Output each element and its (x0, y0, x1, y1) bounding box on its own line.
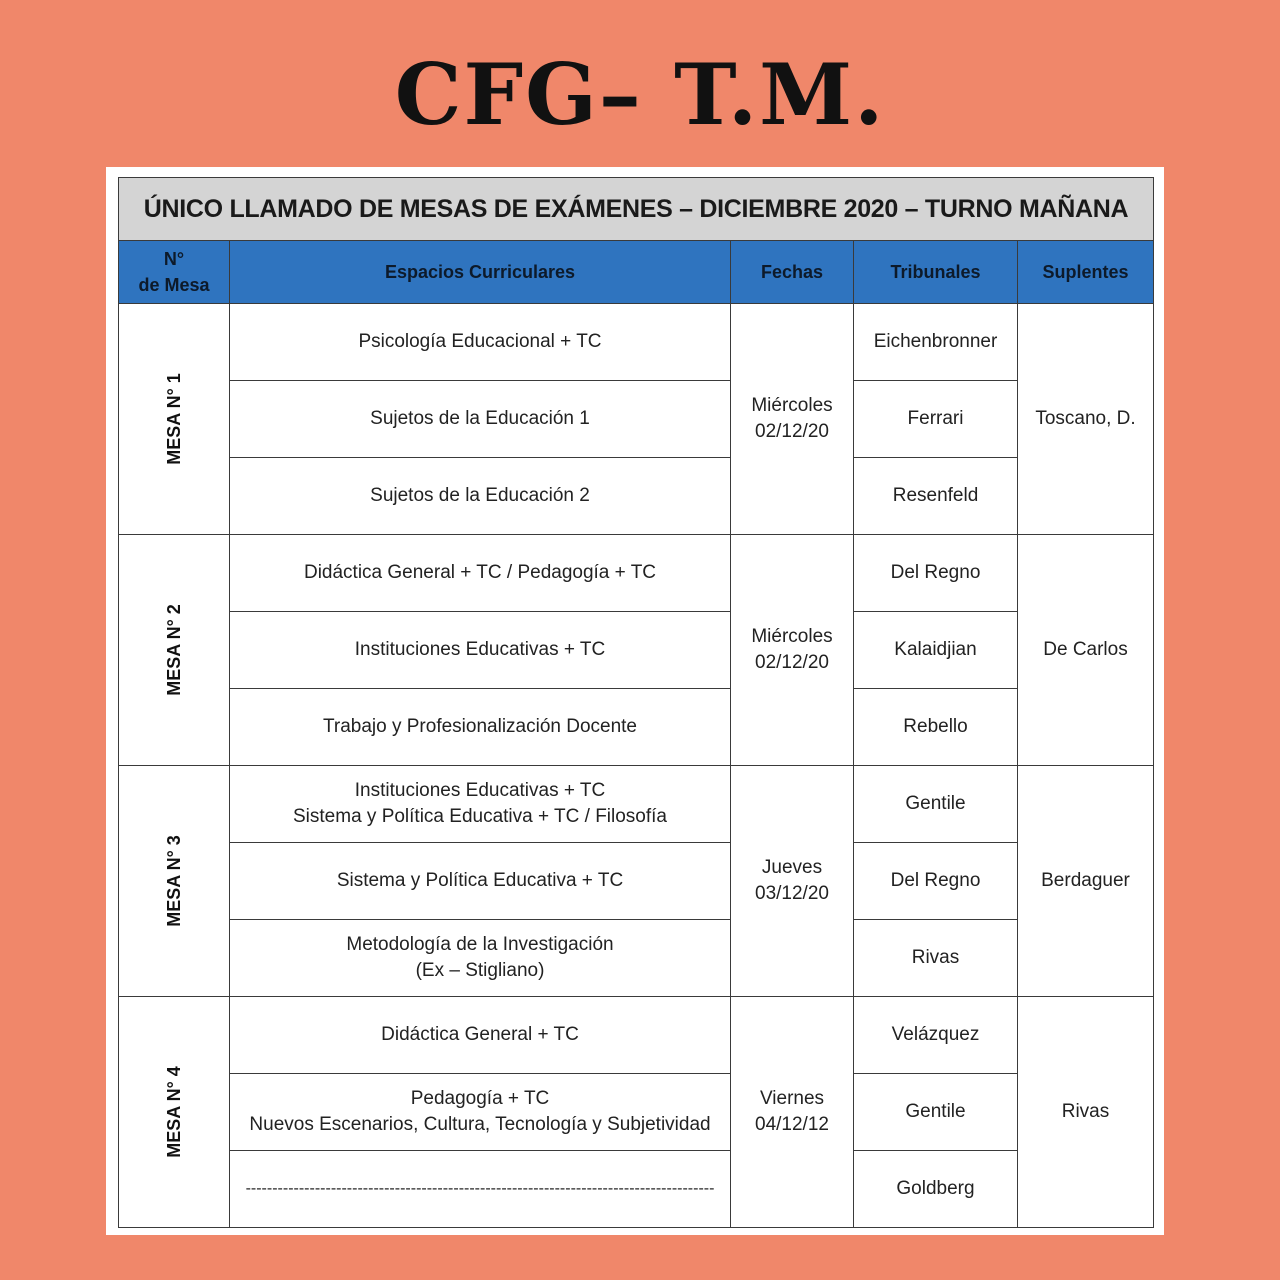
fecha-date: 02/12/20 (755, 421, 829, 442)
mesa-number-cell (119, 535, 230, 766)
espacio-line-1: Didáctica General + TC (381, 1024, 579, 1045)
espacio-curricular-cell (230, 920, 731, 997)
table-row (119, 920, 1154, 997)
espacio-curricular-cell (230, 1151, 731, 1228)
espacio-line-1: Didáctica General + TC / Pedagogía + TC (303, 562, 657, 583)
table-row (119, 766, 1154, 843)
espacio-curricular-cell (230, 304, 731, 381)
tribunal-cell: Rivas (854, 920, 1018, 997)
suplente-cell: Toscano, D. (1018, 304, 1154, 535)
mesa-number-cell (119, 766, 230, 997)
espacio-line-2: Nuevos Escenarios, Cultura, Tecnología y Subjetividad (249, 1114, 711, 1135)
espacio-curricular-cell (230, 458, 731, 535)
espacio-line-1: Metodología de la Investigación (346, 934, 614, 955)
table-row (119, 381, 1154, 458)
fecha-date: 03/12/20 (755, 883, 829, 904)
tribunal-cell: Del Regno (854, 843, 1018, 920)
header-mesa-line1: N° (163, 249, 185, 269)
header-tribunales: Tribunales (854, 241, 1018, 304)
espacio-line-1: Sistema y Política Educativa + TC (336, 870, 624, 891)
tribunal-cell: Velázquez (854, 997, 1018, 1074)
espacio-curricular-cell (230, 843, 731, 920)
fecha-day: Jueves (761, 857, 823, 878)
table-row (119, 535, 1154, 612)
table-row (119, 997, 1154, 1074)
table-row (119, 458, 1154, 535)
suplente-cell: Berdaguer (1018, 766, 1154, 997)
tribunal-cell: Goldberg (854, 1151, 1018, 1228)
mesa-number-cell (119, 997, 230, 1228)
tribunal-cell: Kalaidjian (854, 612, 1018, 689)
header-mesa-line2: de Mesa (138, 275, 210, 295)
fecha-day: Viernes (759, 1088, 825, 1109)
table-row (119, 304, 1154, 381)
suplente-cell: De Carlos (1018, 535, 1154, 766)
espacio-curricular-cell (230, 1074, 731, 1151)
tribunal-cell: Resenfeld (854, 458, 1018, 535)
espacio-line-1: Instituciones Educativas + TC (354, 780, 606, 801)
espacio-curricular-cell (230, 535, 731, 612)
mesa-label: MESA N° 3 (163, 834, 184, 927)
fecha-date: 04/12/12 (755, 1114, 829, 1135)
fecha-cell (731, 766, 854, 997)
fecha-cell (731, 535, 854, 766)
table-row (119, 1074, 1154, 1151)
table-row (119, 843, 1154, 920)
espacio-line-1: Sujetos de la Educación 1 (370, 408, 590, 429)
tribunal-cell: Ferrari (854, 381, 1018, 458)
mesa-label: MESA N° 2 (163, 603, 184, 696)
espacio-curricular-cell (230, 689, 731, 766)
espacio-curricular-cell (230, 381, 731, 458)
espacio-line-2: Sistema y Política Educativa + TC / Filosofía (293, 806, 667, 827)
espacio-line-2: (Ex – Stigliano) (415, 960, 545, 981)
espacio-line-1: Instituciones Educativas + TC (354, 639, 606, 660)
mesa-label: MESA N° 1 (163, 372, 184, 465)
table-title: ÚNICO LLAMADO DE MESAS DE EXÁMENES – DICIEMBRE 2020 – TURNO MAÑANA (119, 178, 1154, 241)
espacio-line-1: ---------------------------------------------------------------------------------------- (245, 1180, 715, 1197)
espacio-line-1: Pedagogía + TC (410, 1088, 550, 1109)
header-suplentes: Suplentes (1018, 241, 1154, 304)
espacio-curricular-cell (230, 997, 731, 1074)
tribunal-cell: Eichenbronner (854, 304, 1018, 381)
mesa-number-cell (119, 304, 230, 535)
espacio-line-1: Trabajo y Profesionalización Docente (322, 716, 638, 737)
fecha-cell (731, 997, 854, 1228)
espacio-line-1: Sujetos de la Educación 2 (370, 485, 590, 506)
tribunal-cell: Rebello (854, 689, 1018, 766)
tribunal-cell: Gentile (854, 766, 1018, 843)
suplente-cell: Rivas (1018, 997, 1154, 1228)
header-espacios: Espacios Curriculares (230, 241, 731, 304)
header-mesa (119, 241, 230, 304)
exam-schedule-sheet (106, 167, 1164, 1235)
table-row (119, 689, 1154, 766)
espacio-curricular-cell (230, 612, 731, 689)
espacio-line-1: Psicología Educacional + TC (358, 331, 602, 352)
fecha-day: Miércoles (751, 395, 833, 416)
table-row (119, 612, 1154, 689)
exam-schedule-table (118, 177, 1154, 1228)
mesa-label: MESA N° 4 (163, 1065, 184, 1158)
header-fechas: Fechas (731, 241, 854, 304)
espacio-curricular-cell (230, 766, 731, 843)
fecha-date: 02/12/20 (755, 652, 829, 673)
tribunal-cell: Del Regno (854, 535, 1018, 612)
fecha-day: Miércoles (751, 626, 833, 647)
tribunal-cell: Gentile (854, 1074, 1018, 1151)
header-row (119, 241, 1154, 304)
banner-title: CFG– T.M. (394, 45, 886, 144)
fecha-cell (731, 304, 854, 535)
table-row (119, 1151, 1154, 1228)
